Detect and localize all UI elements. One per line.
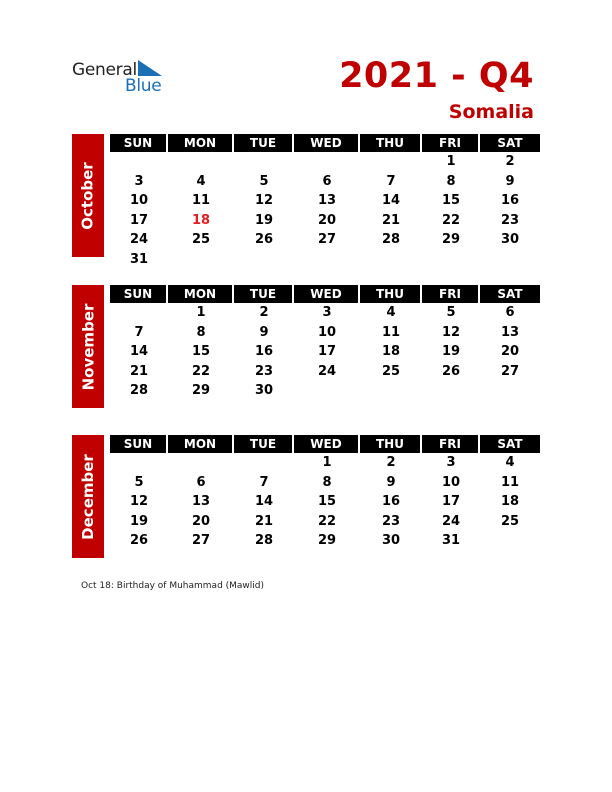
week-row xyxy=(110,492,540,512)
day-cell: 20 xyxy=(191,513,211,529)
weekday-sat: SAT xyxy=(497,437,523,451)
week-row xyxy=(110,191,540,211)
week-row xyxy=(110,453,540,473)
day-cell: 25 xyxy=(381,363,401,379)
day-cell: 17 xyxy=(129,212,149,228)
day-cell: 28 xyxy=(254,533,274,549)
day-cell: 27 xyxy=(317,232,337,248)
day-cell: 29 xyxy=(191,383,211,399)
day-cell: 20 xyxy=(317,212,337,228)
weekday-mon: MON xyxy=(168,285,234,303)
empty-day-cell xyxy=(110,453,168,473)
day-cell: 1 xyxy=(196,305,206,321)
day-cell: 31 xyxy=(441,533,461,549)
day-cell: 14 xyxy=(129,344,149,360)
empty-day-cell xyxy=(360,250,422,270)
week-row xyxy=(110,342,540,362)
day-cell: 12 xyxy=(441,324,461,340)
day-cell: 23 xyxy=(500,212,520,228)
day-cell: 27 xyxy=(500,363,520,379)
month-block-october xyxy=(72,134,540,267)
day-cell: 24 xyxy=(129,232,149,248)
day-cell: 3 xyxy=(134,173,144,189)
day-cell: 24 xyxy=(441,513,461,529)
day-cell: 2 xyxy=(505,154,515,170)
day-cell: 18 xyxy=(381,344,401,360)
empty-day-cell xyxy=(480,381,540,401)
weekday-tue: TUE xyxy=(234,285,294,303)
weekday-header xyxy=(110,435,540,453)
empty-day-cell xyxy=(168,453,234,473)
day-cell: 2 xyxy=(386,455,396,471)
day-cell: 4 xyxy=(386,305,396,321)
day-cell: 6 xyxy=(322,173,332,189)
day-cell: 1 xyxy=(446,154,456,170)
empty-day-cell xyxy=(234,152,294,172)
day-cell: 17 xyxy=(441,494,461,510)
logo-text-blue: Blue xyxy=(125,76,162,96)
day-cell: 21 xyxy=(254,513,274,529)
day-cell: 23 xyxy=(381,513,401,529)
day-cell: 3 xyxy=(322,305,332,321)
day-cell: 6 xyxy=(196,474,206,490)
day-cell: 2 xyxy=(259,305,269,321)
empty-day-cell xyxy=(110,152,168,172)
month-name: December xyxy=(79,453,98,540)
month-label-bar xyxy=(72,285,104,408)
empty-day-cell xyxy=(234,453,294,473)
day-cell: 19 xyxy=(254,212,274,228)
day-cell: 10 xyxy=(129,193,149,209)
empty-day-cell xyxy=(294,152,360,172)
empty-day-cell xyxy=(360,381,422,401)
day-cell: 7 xyxy=(134,324,144,340)
day-cell: 5 xyxy=(259,173,269,189)
day-cell: 8 xyxy=(322,474,332,490)
day-cell: 4 xyxy=(505,455,515,471)
week-row xyxy=(110,230,540,250)
day-cell: 5 xyxy=(446,305,456,321)
day-cell: 13 xyxy=(191,494,211,510)
day-cell: 25 xyxy=(500,513,520,529)
empty-day-cell xyxy=(294,381,360,401)
empty-day-cell xyxy=(168,152,234,172)
day-cell: 9 xyxy=(386,474,396,490)
day-cell: 26 xyxy=(254,232,274,248)
empty-day-cell xyxy=(422,381,480,401)
weekday-mon: MON xyxy=(168,134,234,152)
day-cell: 26 xyxy=(129,533,149,549)
day-cell: 19 xyxy=(129,513,149,529)
country-subtitle: Somalia xyxy=(448,101,534,123)
generalblue-logo xyxy=(72,58,172,98)
day-cell: 20 xyxy=(500,344,520,360)
day-cell: 24 xyxy=(317,363,337,379)
week-row xyxy=(110,152,540,172)
day-cell: 28 xyxy=(129,383,149,399)
week-row xyxy=(110,211,540,231)
weekday-header xyxy=(110,285,540,303)
month-name: October xyxy=(79,161,97,230)
empty-day-cell xyxy=(480,531,540,551)
day-cell: 13 xyxy=(317,193,337,209)
week-row xyxy=(110,172,540,192)
day-cell: 4 xyxy=(196,173,206,189)
week-row xyxy=(110,323,540,343)
day-cell: 17 xyxy=(317,344,337,360)
day-cell: 14 xyxy=(381,193,401,209)
day-cell: 30 xyxy=(500,232,520,248)
day-cell: 21 xyxy=(381,212,401,228)
logo-text-general: General xyxy=(72,60,137,80)
day-cell: 22 xyxy=(317,513,337,529)
month-grid xyxy=(110,285,540,401)
week-row xyxy=(110,531,540,551)
day-cell: 7 xyxy=(259,474,269,490)
day-cell: 29 xyxy=(317,533,337,549)
day-cell: 8 xyxy=(446,173,456,189)
weekday-sun: SUN xyxy=(110,435,168,453)
week-row xyxy=(110,250,540,270)
day-cell: 16 xyxy=(381,494,401,510)
week-row xyxy=(110,473,540,493)
day-cell: 8 xyxy=(196,324,206,340)
day-cell: 12 xyxy=(254,193,274,209)
empty-day-cell xyxy=(110,303,168,323)
month-label-bar xyxy=(72,435,104,558)
month-block-december xyxy=(72,435,540,558)
day-cell: 10 xyxy=(441,474,461,490)
day-cell: 7 xyxy=(386,173,396,189)
day-cell: 23 xyxy=(254,363,274,379)
day-cell: 28 xyxy=(381,232,401,248)
week-row xyxy=(110,381,540,401)
empty-day-cell xyxy=(168,250,234,270)
day-cell: 16 xyxy=(500,193,520,209)
day-cell: 6 xyxy=(505,305,515,321)
week-row xyxy=(110,362,540,382)
weekday-wed: WED xyxy=(294,285,360,303)
day-cell: 22 xyxy=(191,363,211,379)
weekday-sun: SUN xyxy=(110,134,168,152)
day-cell: 11 xyxy=(381,324,401,340)
day-cell: 11 xyxy=(191,193,211,209)
day-cell: 21 xyxy=(129,363,149,379)
day-cell: 25 xyxy=(191,232,211,248)
week-row xyxy=(110,512,540,532)
empty-day-cell xyxy=(480,250,540,270)
week-row xyxy=(110,303,540,323)
day-cell: 16 xyxy=(254,344,274,360)
empty-day-cell xyxy=(234,250,294,270)
day-cell: 18 xyxy=(500,494,520,510)
empty-day-cell xyxy=(422,250,480,270)
weekday-fri: FRI xyxy=(422,285,480,303)
weekday-fri: FRI xyxy=(422,435,480,453)
weekday-tue: TUE xyxy=(234,134,294,152)
day-cell: 14 xyxy=(254,494,274,510)
day-cell: 29 xyxy=(441,232,461,248)
day-cell: 1 xyxy=(322,455,332,471)
day-cell: 13 xyxy=(500,324,520,340)
weekday-thu: THU xyxy=(360,435,422,453)
day-cell: 11 xyxy=(500,474,520,490)
day-cell: 31 xyxy=(129,251,149,267)
month-grid xyxy=(110,134,540,269)
day-cell: 9 xyxy=(259,324,269,340)
day-cell: 19 xyxy=(441,344,461,360)
day-cell: 15 xyxy=(441,193,461,209)
weekday-sun: SUN xyxy=(110,285,168,303)
day-cell: 30 xyxy=(381,533,401,549)
month-label-bar xyxy=(72,134,104,257)
day-cell: 27 xyxy=(191,533,211,549)
month-name: November xyxy=(79,303,97,390)
weekday-sat: SAT xyxy=(497,136,523,150)
day-cell: 15 xyxy=(317,494,337,510)
holiday-note: Oct 18: Birthday of Muhammad (Mawlid) xyxy=(81,581,265,591)
weekday-fri: FRI xyxy=(422,134,480,152)
day-cell: 9 xyxy=(505,173,515,189)
day-cell: 5 xyxy=(134,474,144,490)
day-cell: 12 xyxy=(129,494,149,510)
day-cell: 26 xyxy=(441,363,461,379)
month-block-november xyxy=(72,285,540,408)
day-cell: 10 xyxy=(317,324,337,340)
day-cell: 30 xyxy=(254,383,274,399)
weekday-thu: THU xyxy=(360,134,422,152)
empty-day-cell xyxy=(294,250,360,270)
weekday-header xyxy=(110,134,540,152)
weekday-thu: THU xyxy=(360,285,422,303)
page-title: 2021 - Q4 xyxy=(339,56,534,96)
weekday-mon: MON xyxy=(168,435,234,453)
empty-day-cell xyxy=(360,152,422,172)
month-grid xyxy=(110,435,540,551)
weekday-tue: TUE xyxy=(234,435,294,453)
weekday-wed: WED xyxy=(294,134,360,152)
day-cell: 22 xyxy=(441,212,461,228)
day-cell: 15 xyxy=(191,344,211,360)
day-cell: 3 xyxy=(446,455,456,471)
weekday-wed: WED xyxy=(294,435,360,453)
weekday-sat: SAT xyxy=(497,287,523,301)
day-cell: 18 xyxy=(191,212,211,228)
